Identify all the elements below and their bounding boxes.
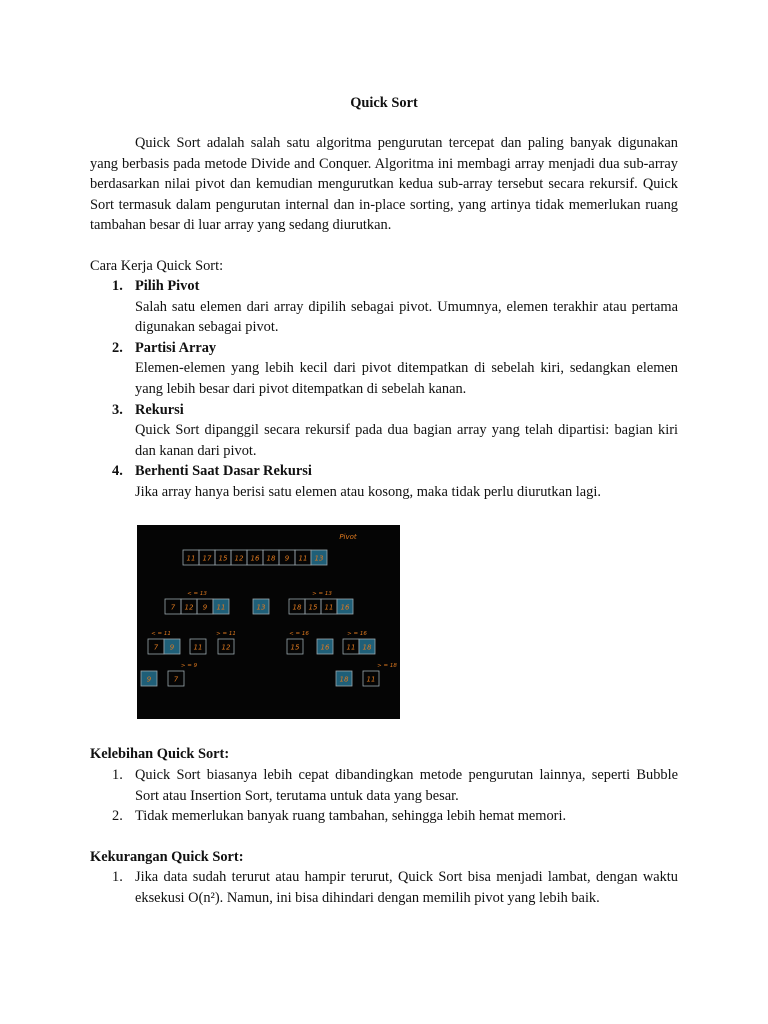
array-cell-value: 13 — [256, 603, 266, 612]
pivot-label: Pivot — [339, 533, 357, 541]
advantages-list — [90, 765, 678, 827]
array-cell-value: 15 — [308, 603, 318, 612]
partition-label: > = 16 — [347, 631, 367, 637]
step-item — [90, 338, 678, 400]
array-cell-value: 15 — [290, 643, 300, 652]
array-cell-value: 9 — [284, 554, 290, 563]
array-cell-value: 7 — [153, 643, 159, 652]
array-cell-value: 11 — [193, 643, 203, 652]
list-item — [90, 867, 678, 908]
disadvantages-list — [90, 867, 678, 908]
step-title: Partisi Array — [135, 339, 217, 356]
item-number: 1. — [112, 869, 123, 885]
disadvantages-heading: Kekurangan Quick Sort: — [90, 849, 244, 865]
array-cell-value: 12 — [234, 554, 244, 563]
step-item — [90, 400, 678, 462]
step-number: 3. — [112, 401, 123, 418]
array-cell-value: 11 — [186, 554, 196, 563]
partition-label: < = 11 — [151, 631, 171, 637]
array-cell-value: 13 — [314, 554, 324, 563]
page-title: Quick Sort — [350, 95, 418, 111]
steps-heading: Cara Kerja Quick Sort: — [90, 258, 224, 274]
array-cell-value: 18 — [292, 603, 302, 612]
advantages-heading: Kelebihan Quick Sort: — [90, 746, 230, 762]
array-cell-value: 11 — [298, 554, 308, 563]
item-text: Jika data sudah terurut atau hampir terurut, Quick Sort bisa menjadi lambat, dengan waktu eksekusi O(n²). Namun, ini bisa dihindari dengan memilih pivot yang lebih baik. — [135, 869, 678, 906]
step-number: 4. — [112, 463, 123, 480]
quicksort-diagram-svg — [137, 525, 400, 719]
step-title: Pilih Pivot — [135, 278, 200, 294]
step-title: Rekursi — [135, 401, 184, 418]
array-cell-value: 18 — [362, 643, 372, 652]
array-cell-value: 7 — [173, 675, 179, 684]
step-description: Quick Sort dipanggil secara rekursif pada dua bagian array yang telah dipartisi: bagian kiri dan kanan dari pivot. — [135, 422, 678, 459]
array-cell-value: 18 — [266, 554, 276, 563]
array-cell-value: 9 — [169, 643, 175, 652]
partition-label: < = 13 — [187, 591, 207, 597]
array-cell-value: 11 — [346, 643, 356, 652]
partition-label: > = 11 — [216, 631, 236, 637]
item-number: 2. — [112, 808, 123, 825]
list-item — [90, 765, 678, 806]
item-text: Tidak memerlukan banyak ruang tambahan, sehingga lebih hemat memori. — [135, 808, 567, 825]
array-cell-value: 11 — [216, 603, 226, 612]
steps-list — [90, 276, 678, 503]
array-cell-value: 7 — [170, 603, 176, 612]
partition-label: > = 13 — [312, 591, 332, 597]
array-cell-value: 16 — [320, 643, 330, 652]
partition-label: < = 16 — [289, 631, 309, 637]
quicksort-diagram — [137, 525, 400, 719]
step-description: Elemen-elemen yang lebih kecil dari pivot ditempatkan di sebelah kiri, sedangkan elemen yang lebih besar dari pivot ditempatkan di sebelah kanan. — [135, 360, 678, 397]
array-cell-value: 11 — [366, 675, 376, 684]
step-description: Jika array hanya berisi satu elemen atau kosong, maka tidak perlu diurutkan lagi. — [135, 483, 601, 500]
array-cell-value: 11 — [324, 603, 334, 612]
array-cell-value: 15 — [218, 554, 228, 563]
step-title: Berhenti Saat Dasar Rekursi — [135, 463, 312, 480]
partition-label: > = 18 — [377, 663, 397, 669]
array-cell-value: 16 — [250, 554, 260, 563]
array-cell-value: 16 — [340, 603, 350, 612]
item-text: Quick Sort biasanya lebih cepat dibandingkan metode pengurutan lainnya, seperti Bubble Sort atau Insertion Sort, terutama untuk data yang besar. — [135, 767, 678, 804]
array-cell-value: 9 — [202, 603, 208, 612]
array-cell-value: 18 — [339, 675, 349, 684]
step-number: 1. — [112, 278, 123, 294]
list-item — [90, 806, 678, 827]
array-cell-value: 12 — [184, 603, 194, 612]
partition-label: > = 9 — [180, 663, 198, 669]
item-number: 1. — [112, 767, 123, 783]
intro-paragraph: Quick Sort adalah salah satu algoritma pengurutan tercepat dan paling banyak digunakan yang berbasis pada metode Divide and Conquer. Algoritma ini membagi array menjadi dua sub-array berdasarkan nilai pivot dan kemudian mengurutkan kedua sub-array tersebut secara rekursif. Quick Sort termasuk dalam pengurutan internal dan in-place sorting, yang artinya tidak memerlukan ruang tambahan besar di luar array yang sedang diurutkan. — [90, 135, 678, 234]
step-description: Salah satu elemen dari array dipilih sebagai pivot. Umumnya, elemen terakhir atau pertama digunakan sebagai pivot. — [135, 298, 678, 336]
step-number: 2. — [112, 339, 123, 356]
array-cell-value: 17 — [202, 554, 212, 563]
step-item — [90, 461, 678, 502]
step-item — [90, 276, 678, 338]
array-cell-value: 9 — [146, 675, 152, 684]
array-cell-value: 12 — [221, 643, 231, 652]
